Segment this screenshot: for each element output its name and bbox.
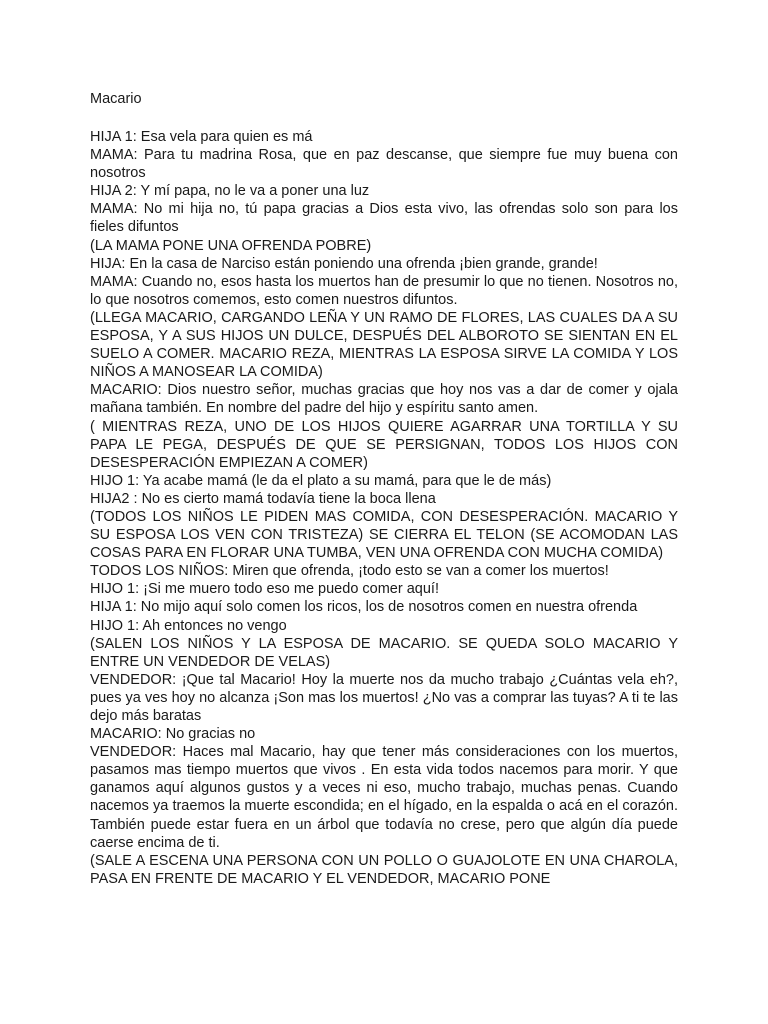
paragraph: HIJA 1: Esa vela para quien es má bbox=[90, 129, 313, 145]
paragraph: MAMA: Cuando no, esos hasta los muertos han de presumir lo que no tienen. Nosotros no, lo que nosotros comemos, esto comen nuestros difuntos. bbox=[90, 273, 678, 308]
paragraph: HIJO 1: ¡Si me muero todo eso me puedo comer aquí! bbox=[90, 581, 439, 598]
paragraph: MAMA: No mi hija no, tú papa gracias a Dios esta vivo, las ofrendas solo son para los fieles difuntos bbox=[90, 201, 678, 236]
document-page bbox=[90, 90, 678, 888]
document-title: Macario bbox=[90, 91, 142, 107]
paragraph: (SALEN LOS NIÑOS Y LA ESPOSA DE MACARIO. SE QUEDA SOLO MACARIO Y ENTRE UN VENDEDOR DE VELAS) bbox=[90, 635, 678, 670]
paragraph: HIJA 1: No mijo aquí solo comen los ricos, los de nosotros comen en nuestra ofrenda bbox=[90, 599, 638, 616]
paragraph: (LLEGA MACARIO, CARGANDO LEÑA Y UN RAMO DE FLORES, LAS CUALES DA A SU ESPOSA, Y A SUS HIJOS UN DULCE, DESPUÉS DEL ALBOROTO SE SIENTAN EN EL SUELO A COMER. MACARIO REZA, MIENTRAS LA ESPOSA SIRVE LA COMIDA Y LOS NIÑOS A MANOSEAR LA COMIDA) bbox=[90, 309, 678, 381]
paragraph: (LA MAMA PONE UNA OFRENDA POBRE) bbox=[90, 237, 372, 254]
paragraph: MACARIO: Dios nuestro señor, muchas gracias que hoy nos vas a dar de comer y ojala mañana también. En nombre del padre del hijo y espíritu santo amen. bbox=[90, 382, 678, 417]
paragraph: (TODOS LOS NIÑOS LE PIDEN MAS COMIDA, CON DESESPERACIÓN. MACARIO Y SU ESPOSA LOS VEN CON TRISTEZA) SE CIERRA EL TELON (SE ACOMODAN LAS COSAS PARA EN FLORAR UNA TUMBA, VEN UNA OFRENDA CON MUCHA COMIDA) bbox=[90, 508, 678, 562]
paragraph: HIJA2 : No es cierto mamá todavía tiene la boca llena bbox=[90, 490, 436, 507]
paragraph: HIJO 1: Ah entonces no vengo bbox=[90, 617, 287, 634]
paragraph: MAMA: Para tu madrina Rosa, que en paz descanse, que siempre fue muy buena con nosotros bbox=[90, 147, 678, 182]
paragraph: ( MIENTRAS REZA, UNO DE LOS HIJOS QUIERE AGARRAR UNA TORTILLA Y SU PAPA LE PEGA, DESPUÉS DE QUE SE PERSIGNAN, TODOS LOS HIJOS CON DESESPERACIÓN EMPIEZAN A COMER) bbox=[90, 418, 678, 471]
paragraph: TODOS LOS NIÑOS: Miren que ofrenda, ¡todo esto se van a comer los muertos! bbox=[90, 563, 609, 580]
paragraph: MACARIO: No gracias no bbox=[90, 726, 256, 743]
paragraph: HIJO 1: Ya acabe mamá (le da el plato a su mamá, para que le de más) bbox=[90, 472, 552, 489]
paragraph: (SALE A ESCENA UNA PERSONA CON UN POLLO O GUAJOLOTE EN UNA CHAROLA, PASA EN FRENTE DE MACARIO Y EL VENDEDOR, MACARIO PONE bbox=[90, 852, 678, 887]
paragraph: VENDEDOR: ¡Que tal Macario! Hoy la muerte nos da mucho trabajo ¿Cuántas vela eh?, pues ya ves hoy no alcanza ¡Son mas los muertos! ¿No vas a comprar las tuyas? A ti te las dejo más baratas bbox=[90, 671, 678, 724]
document-body bbox=[90, 128, 678, 888]
paragraph: VENDEDOR: Haces mal Macario, hay que tener más consideraciones con los muertos, pasamos mas tiempo muertos que vivos . En esta vida todos nacemos para morir. Y que ganamos aquí algunos gustos y a veces ni eso, mucho trabajo, muchas penas. Cuando nacemos ya traemos la muerte escondida; en el hígado, en la espalda o acá en el corazón. También puede estar fuera en un árbol que todavía no crese, pero que algún día puede caerse encima de ti. bbox=[90, 744, 678, 851]
paragraph: HIJA: En la casa de Narciso están poniendo una ofrenda ¡bien grande, grande! bbox=[90, 255, 598, 272]
paragraph: HIJA 2: Y mí papa, no le va a poner una luz bbox=[90, 183, 370, 200]
